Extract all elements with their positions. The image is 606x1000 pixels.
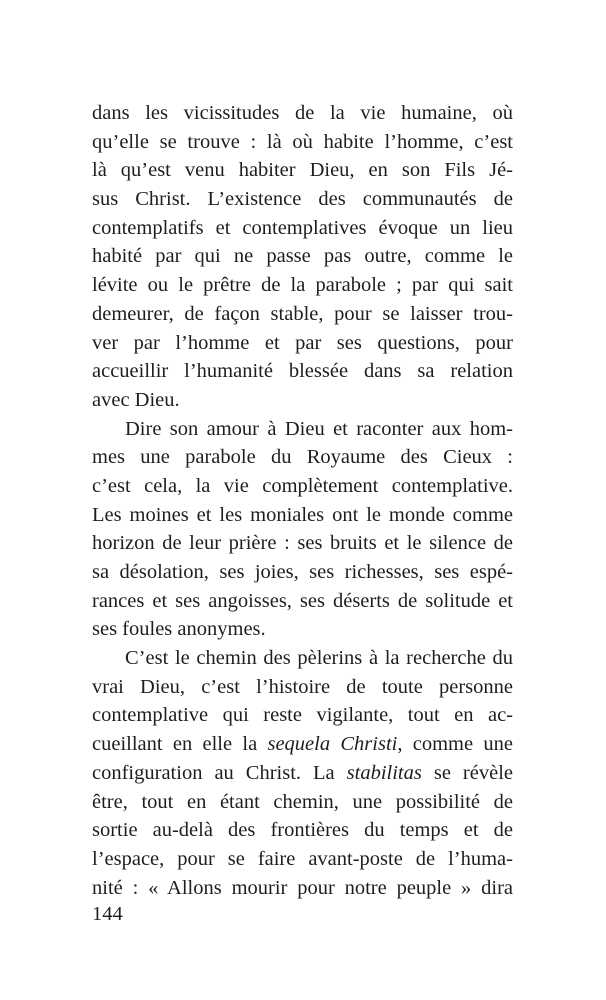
paragraph [92,644,513,902]
text-line [92,816,513,845]
text-segment: horizon de leur prière : ses bruits et le silence de [92,532,513,555]
text-line [92,415,513,444]
text-segment: Les moines et les moniales ont le monde comme [92,503,513,526]
text-segment: se révèle [421,761,513,784]
text-line [92,673,513,702]
text-line [92,300,513,329]
text-line [92,730,513,759]
text-segment: être, tout en étant chemin, une possibilité de [92,790,513,813]
text-segment: ses foules anonymes. [92,618,266,641]
text-line [92,788,513,817]
text-segment: sa désolation, ses joies, ses richesses, ses espé- [92,561,513,583]
text-line [92,271,513,300]
text-segment: contemplatifs et contemplatives évoque un lieu [92,216,513,239]
text-segment: sortie au-delà des frontières du temps et de [92,819,513,842]
text-segment: rances et ses angoisses, ses déserts de solitude et [92,589,513,612]
text-segment: cueillant en elle la [92,733,268,756]
text-segment: , comme une [397,733,513,756]
paragraph [92,99,513,415]
text-segment: demeurer, de façon stable, pour se laisser trou- [92,302,513,325]
text-segment: mes une parabole du Royaume des Cieux : [92,446,513,469]
text-line [92,329,513,358]
text-segment: habité par qui ne passe pas outre, comme le [92,245,513,268]
text-segment: là qu’est venu habiter Dieu, en son Fils Jé- [92,159,513,182]
text-line [92,759,513,788]
text-segment: avec Dieu. [92,388,180,411]
text-line [92,386,513,415]
text-line [92,128,513,157]
text-segment: C’est le chemin des pèlerins à la recherche du [125,647,513,670]
text-line [92,874,513,903]
text-segment: ver par l’homme et par ses questions, pour [92,331,513,354]
text-segment: qu’elle se trouve : là où habite l’homme, c’est [92,130,513,153]
text-line [92,214,513,243]
text-line [92,529,513,558]
text-segment: vrai Dieu, c’est l’histoire de toute personne [92,675,513,698]
body-text [92,99,513,902]
text-segment: lévite ou le prêtre de la parabole ; par qui sait [92,274,513,297]
text-segment: accueillir l’humanité blessée dans sa relation [92,360,513,383]
page-number: 144 [92,903,123,925]
text-line [92,845,513,874]
text-segment: Dire son amour à Dieu et raconter aux hom- [125,417,513,440]
text-line [92,242,513,271]
text-line [92,558,513,587]
text-line [92,701,513,730]
text-line [92,185,513,214]
text-line [92,501,513,530]
text-line [92,472,513,501]
italic-text: sequela Christi [267,733,398,756]
text-segment: sus Christ. L’existence des communautés de [92,188,513,211]
text-line [92,615,513,644]
text-line [92,156,513,185]
text-line [92,357,513,386]
text-line [92,99,513,128]
text-segment: c’est cela, la vie complètement contemplative. [92,474,513,497]
text-segment: nité : « Allons mourir pour notre peuple » dira [92,876,513,899]
text-line [92,644,513,673]
text-line [92,443,513,472]
paragraph [92,415,513,645]
italic-text: stabilitas [346,761,422,784]
text-line [92,587,513,616]
text-segment: configuration au Christ. La [92,761,347,784]
text-segment: contemplative qui reste vigilante, tout en ac- [92,704,513,727]
text-segment: l’espace, pour se faire avant-poste de l’huma- [92,847,513,870]
text-segment: dans les vicissitudes de la vie humaine, où [92,102,513,124]
